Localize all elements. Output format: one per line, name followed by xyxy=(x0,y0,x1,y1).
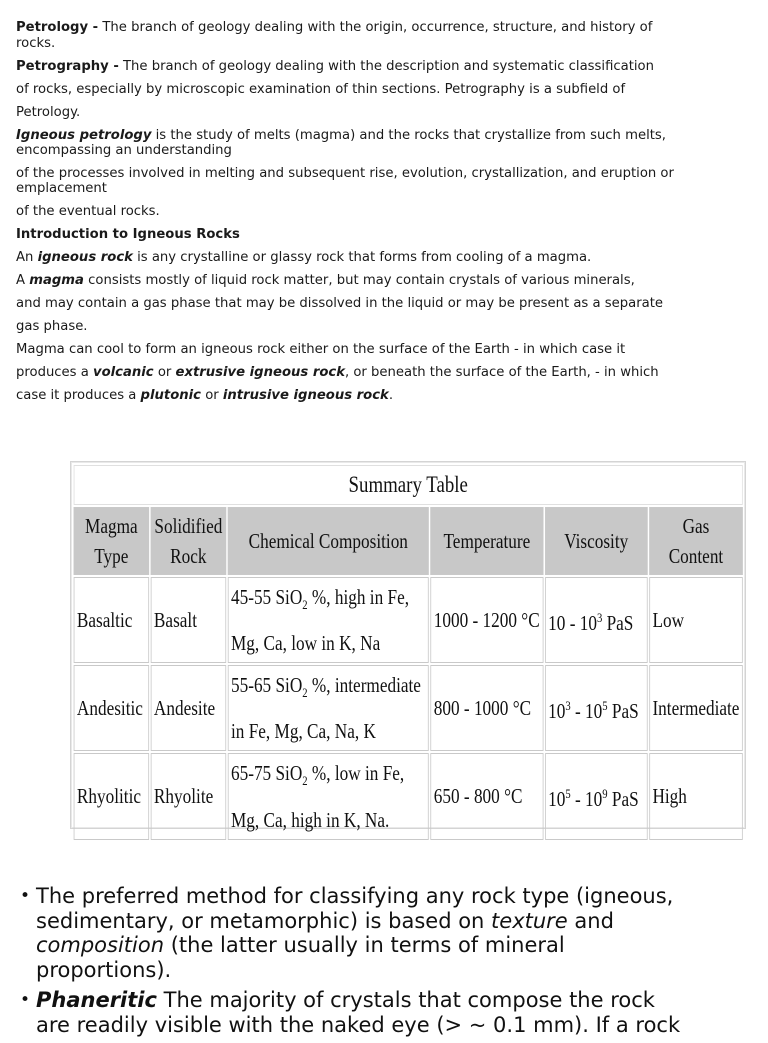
text-span: is any crystalline or glassy rock that forms from cooling of a magma. xyxy=(132,250,592,265)
text-span: An xyxy=(16,250,38,265)
table-row xyxy=(74,753,743,839)
text-span: 45-55 SiO xyxy=(230,585,303,609)
text-span: %, high in Fe, xyxy=(307,585,410,609)
cell-magma-type: Andesitic xyxy=(74,665,149,751)
header-chemical-composition xyxy=(228,507,429,575)
term-composition: composition xyxy=(36,933,165,957)
plutonic-line xyxy=(16,388,744,404)
igneous-petrology-definition xyxy=(16,128,744,144)
header-temperature xyxy=(430,507,543,575)
text-span: The branch of geology dealing with the description and systematic classification xyxy=(118,59,654,74)
text-span: . xyxy=(388,388,394,403)
text-span: Mg, Ca, low in K, Na xyxy=(230,631,381,656)
term-phaneritic: Phaneritic xyxy=(36,988,157,1012)
text-span: (the latter usually in terms of mineral xyxy=(164,933,565,957)
text-line: gas phase. xyxy=(16,319,88,334)
text-span: PaS xyxy=(607,786,639,811)
text-span: 55-65 SiO xyxy=(230,673,303,698)
cell-composition xyxy=(228,577,429,663)
text-span: PaS xyxy=(607,698,639,723)
header-line: Gas xyxy=(682,514,710,538)
cell-temperature: 650 - 800 °C xyxy=(430,753,543,839)
bullet-classification xyxy=(20,884,750,982)
header-line: Magma xyxy=(85,514,138,538)
text-span: in Fe, Mg, Ca, Na, K xyxy=(230,719,376,744)
text-span: case it produces a xyxy=(16,388,141,403)
section-heading xyxy=(16,227,744,243)
text-span: The preferred method for classifying any rock type (igneous, xyxy=(36,884,674,908)
term-texture: texture xyxy=(491,908,568,933)
subscript: 2 xyxy=(302,685,308,701)
text-span: A xyxy=(16,273,30,288)
cell-temperature: 800 - 1000 °C xyxy=(430,665,543,751)
text-span: Mg, Ca, high in K, Na. xyxy=(230,807,390,832)
superscript: 5 xyxy=(602,697,608,713)
text-span: - 10 xyxy=(570,786,603,811)
cell-composition xyxy=(228,753,429,839)
cell-gas: Low xyxy=(649,577,743,663)
header-magma-type xyxy=(74,507,149,575)
text-line: Magma can cool to form an igneous rock either on the surface of the Earth - in which case it xyxy=(16,342,626,357)
table-caption: Summary Table xyxy=(74,465,743,505)
superscript: 9 xyxy=(602,785,608,801)
subscript: 2 xyxy=(302,597,308,613)
text-span: are readily visible with the naked eye (> ~ 0.1 mm). If a rock xyxy=(36,1012,681,1037)
text-span: produces a xyxy=(16,365,93,380)
text-line: of rocks, especially by microscopic examination of thin sections. Petrography is a subfield of xyxy=(16,82,626,97)
term-plutonic: plutonic xyxy=(140,388,201,403)
text-span: %, low in Fe, xyxy=(307,761,405,786)
text-span: The branch of geology dealing with the origin, occurrence, structure, and history of xyxy=(98,20,653,35)
petrology-definition xyxy=(16,20,744,36)
text-span: proportions). xyxy=(36,957,172,982)
superscript: 5 xyxy=(565,785,571,801)
igneous-rock-definition xyxy=(16,250,744,266)
bullet-phaneritic xyxy=(20,988,750,1037)
summary-table-image xyxy=(70,461,746,832)
text-line: emplacement xyxy=(16,181,107,196)
table-row xyxy=(74,665,743,751)
text-span: 10 - 10 xyxy=(548,610,597,635)
heading-text: Introduction to Igneous Rocks xyxy=(16,227,240,242)
term-intrusive: intrusive igneous rock xyxy=(222,388,389,403)
text-span: - 10 xyxy=(570,698,603,723)
text-span: 10 xyxy=(548,698,566,723)
cell-magma-type: Basaltic xyxy=(74,577,149,663)
header-solidified-rock xyxy=(151,507,226,575)
term-extrusive: extrusive igneous rock xyxy=(175,365,345,380)
cell-viscosity xyxy=(545,753,648,839)
text-line: and may contain a gas phase that may be dissolved in the liquid or may be present as a separate xyxy=(16,296,663,311)
header-line: Rock xyxy=(170,544,207,568)
text-span: 10 xyxy=(548,786,566,811)
header-line: Temperature xyxy=(443,529,531,553)
text-span: and xyxy=(567,908,614,933)
slide-bullets xyxy=(20,884,750,1043)
header-line: Type xyxy=(94,544,129,568)
superscript: 3 xyxy=(565,697,571,713)
text-span: , or beneath the surface of the Earth, - in which xyxy=(344,365,659,380)
cell-gas: High xyxy=(649,753,743,839)
header-line: Viscosity xyxy=(564,529,629,553)
text-span: consists mostly of liquid rock matter, but may contain crystals of various minerals, xyxy=(83,273,635,288)
text-span: The majority of crystals that compose the rock xyxy=(156,988,655,1012)
text-span: or xyxy=(201,388,223,403)
table-row xyxy=(74,577,743,663)
petrography-definition xyxy=(16,59,744,75)
text-line: Petrology. xyxy=(16,105,81,120)
text-span: PaS xyxy=(602,610,634,635)
subscript: 2 xyxy=(302,773,308,789)
term-igneous-rock: igneous rock xyxy=(37,250,133,265)
text-span: 65-75 SiO xyxy=(230,761,303,786)
text-span: or xyxy=(153,365,176,380)
cell-viscosity xyxy=(545,577,648,663)
cell-temperature: 1000 - 1200 °C xyxy=(430,577,543,663)
term-igneous-petrology: Igneous petrology xyxy=(16,128,152,143)
header-line: Content xyxy=(668,544,724,568)
table-header-row xyxy=(74,507,743,575)
text-line: rocks. xyxy=(16,36,56,51)
header-line: Solidified xyxy=(154,514,223,538)
term-volcanic: volcanic xyxy=(93,365,154,380)
text-span: %, intermediate xyxy=(307,673,421,698)
text-line: encompassing an understanding xyxy=(16,143,232,158)
text-span: sedimentary, or metamorphic) is based on xyxy=(36,908,492,933)
volcanic-line xyxy=(16,365,744,381)
header-viscosity xyxy=(545,507,648,575)
header-line: Chemical Composition xyxy=(248,529,408,553)
intro-text xyxy=(16,20,744,404)
superscript: 3 xyxy=(596,609,603,625)
summary-table xyxy=(72,463,744,842)
text-span: is the study of melts (magma) and the rocks that crystallize from such melts, xyxy=(151,128,666,143)
cell-gas: Intermediate xyxy=(649,665,743,751)
term-petrology: Petrology - xyxy=(16,20,99,35)
cell-rock: Basalt xyxy=(151,577,226,663)
cell-rock: Rhyolite xyxy=(151,753,226,839)
cell-magma-type: Rhyolitic xyxy=(74,753,149,839)
term-magma: magma xyxy=(29,273,84,288)
cell-composition xyxy=(228,665,429,751)
text-line: of the processes involved in melting and subsequent rise, evolution, crystallization, and eruption or xyxy=(16,166,674,181)
cell-rock: Andesite xyxy=(151,665,226,751)
term-petrography: Petrography - xyxy=(16,59,119,74)
cell-viscosity xyxy=(545,665,648,751)
table-caption-row xyxy=(74,465,743,505)
header-gas-content xyxy=(649,507,743,575)
magma-definition xyxy=(16,273,744,289)
text-line: of the eventual rocks. xyxy=(16,204,160,219)
